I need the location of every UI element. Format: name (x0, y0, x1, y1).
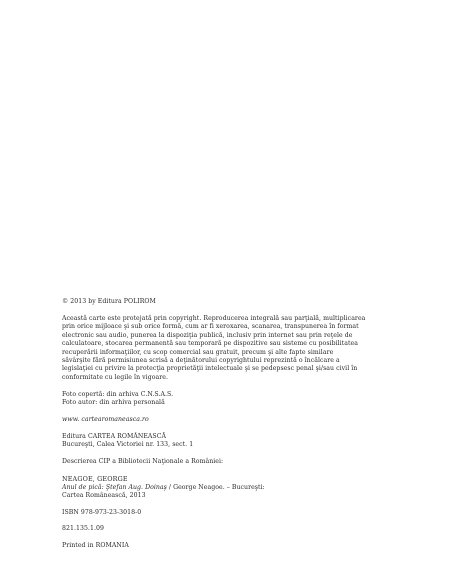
notice-line: prin orice mijloace şi sub orice formă, cum ar fi xeroxarea, scanarea, transpunerea în format (62, 323, 359, 331)
notice-line: recuperării informaţiilor, cu scop comercial sau gratuit, precum şi alte fapte similare (62, 348, 334, 356)
publisher-website: www. cartearomaneasca.ro (62, 416, 149, 424)
cip-publisher: Cartea Românească, 2013 (62, 492, 146, 500)
printed-in: Printed in ROMANIA (62, 541, 129, 549)
notice-line: legislaţiei cu privire la protecţia proprietăţii intelectuale şi se pedepsesc penal şi/sau civil în (62, 365, 358, 373)
photo-author-credit: Foto autor: din arhiva personală (62, 399, 165, 407)
notice-line: electronic sau audio, punerea la dispoziţia publică, inclusiv prin internet sau prin reţele de (62, 331, 353, 339)
publisher-address: Bucureşti, Calea Victoriei nr. 133, sect. 1 (62, 441, 194, 449)
cip-author: NEAGOE, GEORGE (62, 475, 128, 484)
cip-heading: Descrierea CIP a Bibliotecii Naţionale a României: (62, 458, 224, 466)
copyright-line: © 2013 by Editura POLIROM (62, 298, 156, 305)
classification-code: 821.135.1.09 (62, 525, 104, 533)
isbn: ISBN 978-973-23-3018-0 (62, 508, 142, 516)
notice-line: săvârşite fără permisiunea scrisă a deţinătorului copyrightului reprezintă o încălcare a (62, 357, 340, 365)
notice-line: Această carte este protejată prin copyright. Reproducerea integrală sau parţială, multiplicarea (62, 315, 366, 322)
notice-line: calculatoare, stocarea permanentă sau temporară pe dispozitive sau sisteme cu posibilitatea (62, 340, 358, 348)
notice-line: conformitate cu legile în vigoare. (62, 373, 168, 381)
publisher-name: Editura CARTEA ROMÂNEASCĂ (62, 432, 166, 440)
cip-title-rest: / George Neagoe. – Bucureşti: (166, 483, 265, 491)
cip-title (62, 484, 392, 492)
copyright-notice (62, 315, 392, 382)
imprint-block (62, 298, 392, 550)
cip-title-italic: Anul de pică: Ştefan Aug. Doinaş (62, 483, 167, 491)
photo-cover-credit: Foto copertă: din arhiva C.N.S.A.S. (62, 390, 174, 398)
